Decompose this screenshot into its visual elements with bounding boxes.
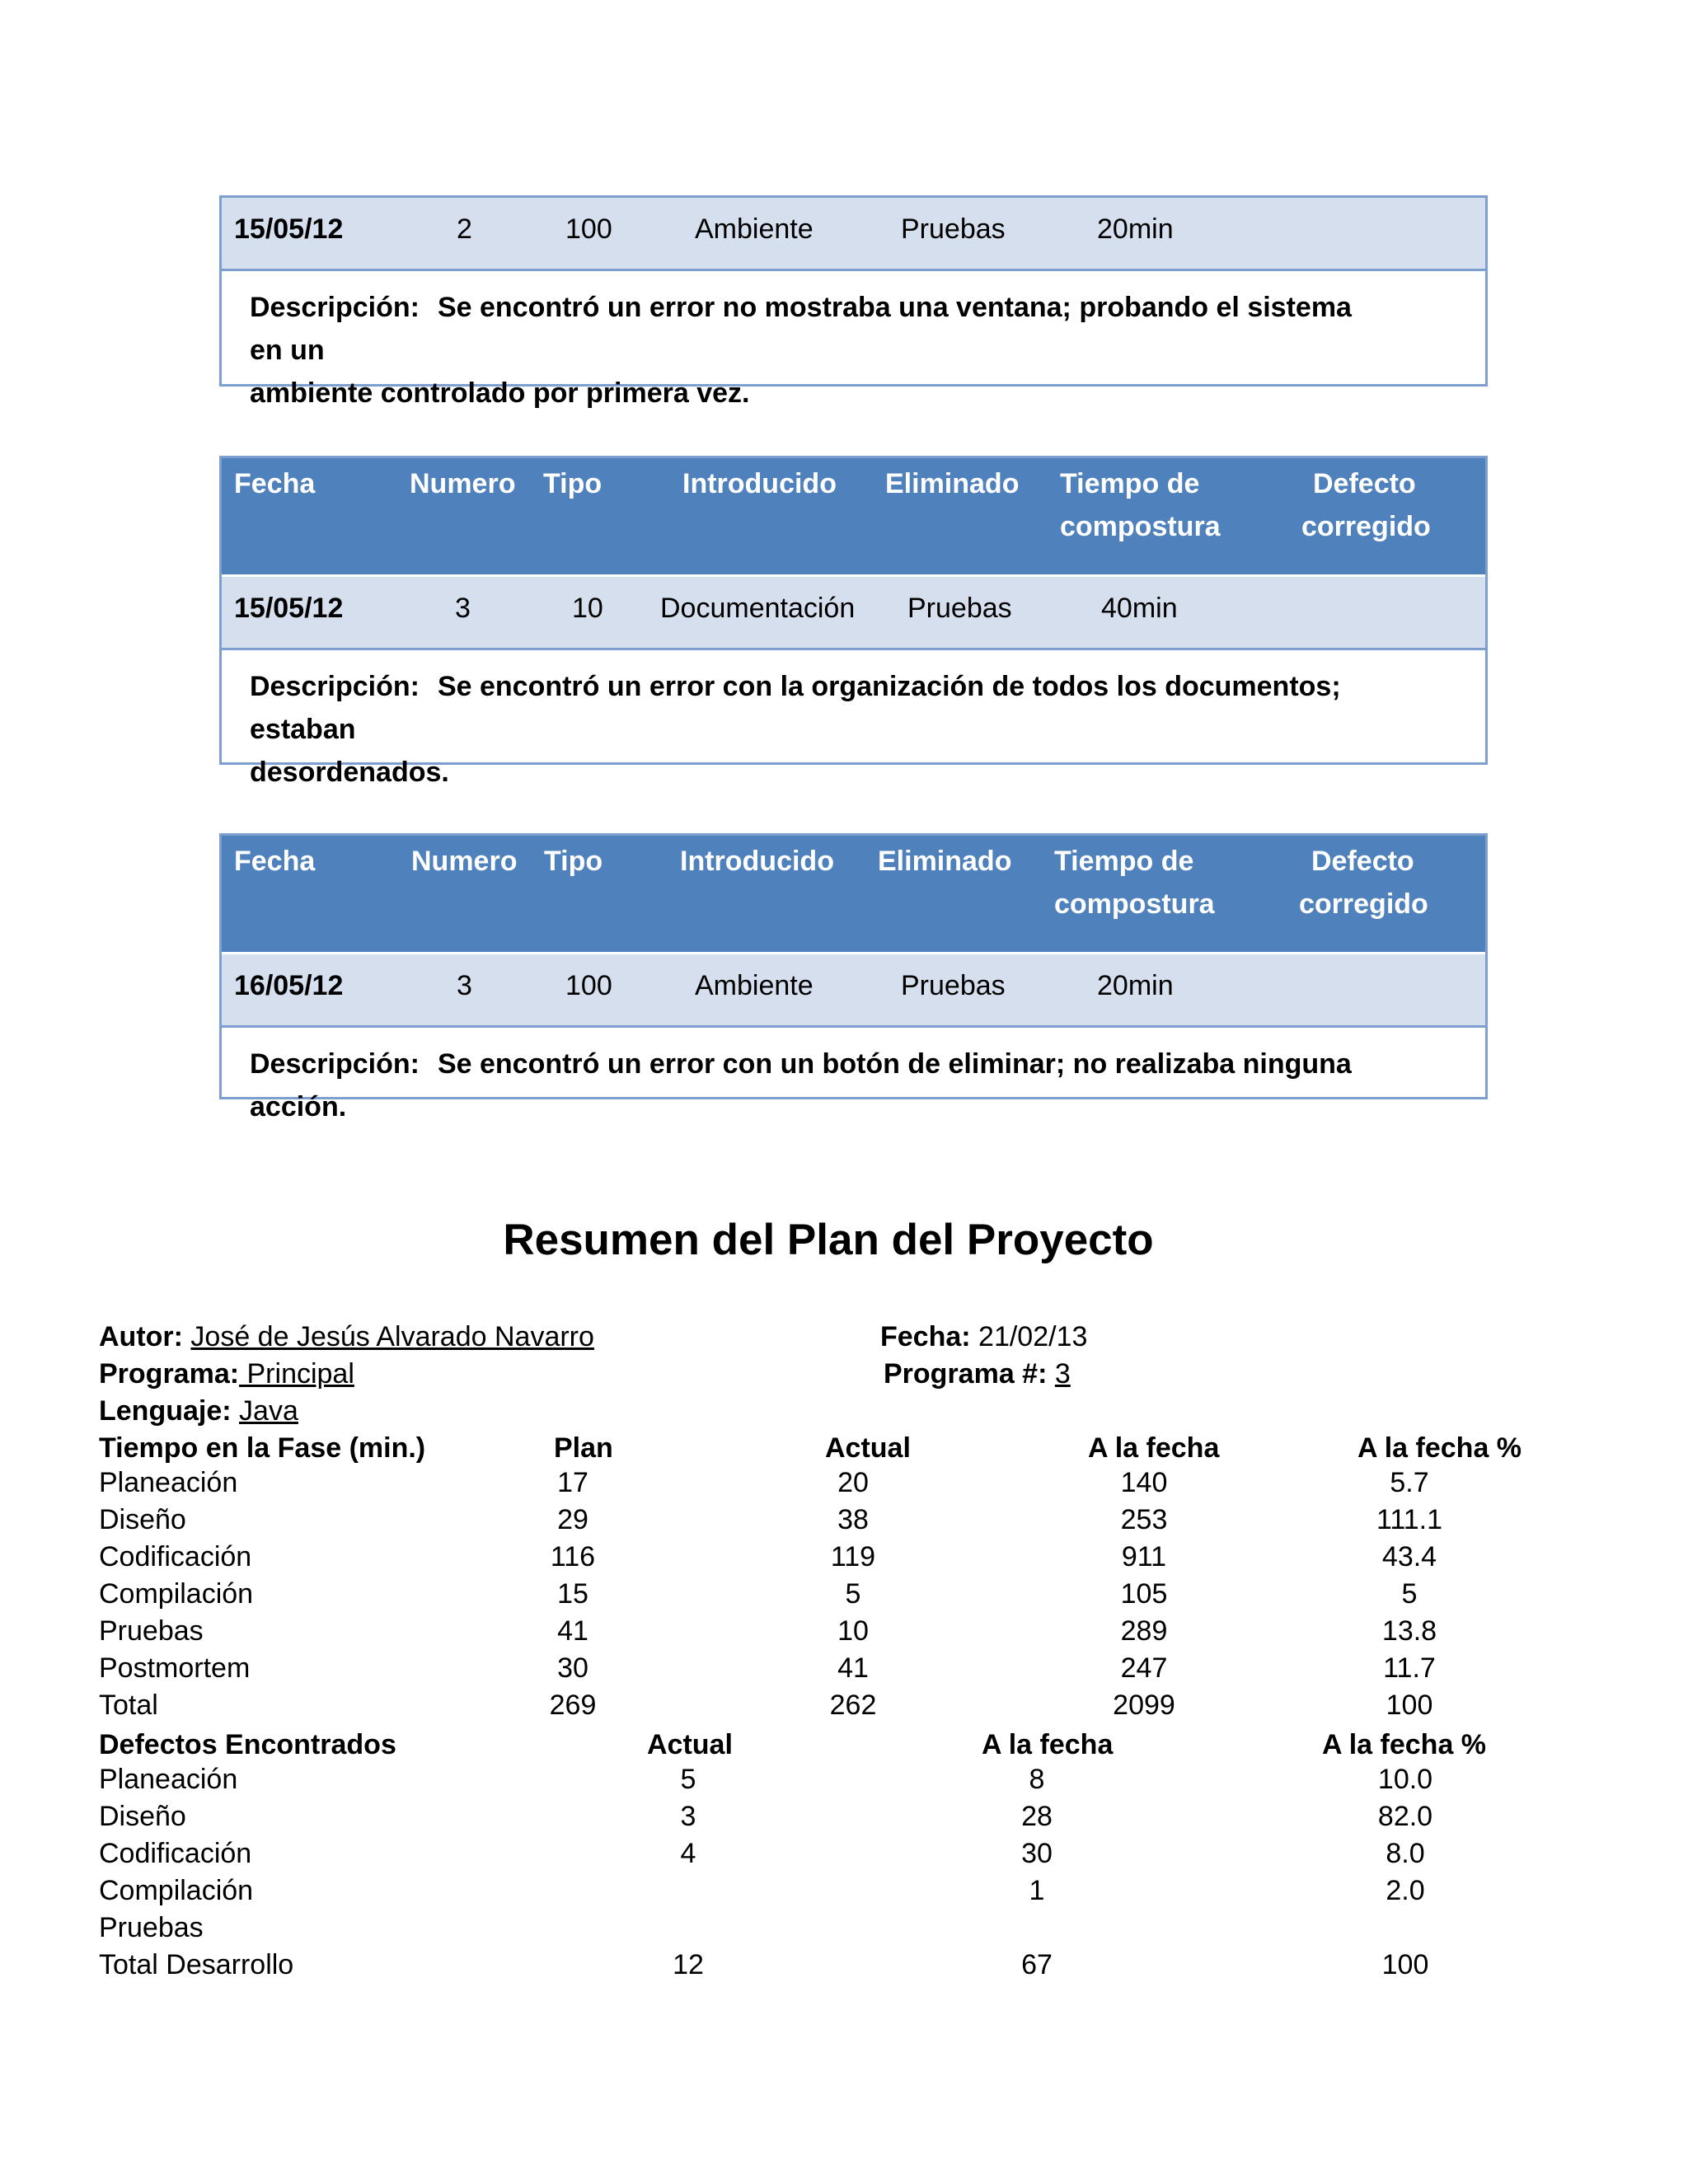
lenguaje-line xyxy=(99,1393,298,1430)
cell-tipo: 10 xyxy=(572,593,603,624)
time-row-pct: 5 xyxy=(1401,1578,1418,1610)
defect-description xyxy=(222,271,1485,409)
cell-fecha: 15/05/12 xyxy=(234,593,344,624)
defect-row xyxy=(222,577,1485,650)
defect-row-pct: 82.0 xyxy=(1377,1801,1433,1832)
time-row-actual: 38 xyxy=(837,1504,869,1535)
time-row-fecha: 289 xyxy=(1120,1615,1168,1647)
fecha-value: 21/02/13 xyxy=(978,1321,1088,1352)
autor-value: José de Jesús Alvarado Navarro xyxy=(190,1321,594,1352)
header-defecto-1: Defecto xyxy=(1311,846,1414,877)
time-row-fecha: 140 xyxy=(1120,1467,1168,1498)
lenguaje-value: Java xyxy=(239,1395,298,1427)
time-row-fecha: 105 xyxy=(1120,1578,1168,1610)
time-header-pct: A la fecha % xyxy=(1357,1432,1522,1464)
defect-row-fecha: 67 xyxy=(1021,1949,1053,1980)
defect-row-actual: 3 xyxy=(680,1801,696,1832)
defect-table-2 xyxy=(219,456,1488,788)
programa-num-line xyxy=(884,1356,1071,1393)
defect-row-phase: Compilación xyxy=(99,1875,254,1906)
defect-row-fecha: 8 xyxy=(1029,1764,1045,1795)
header-defecto-2: corregido xyxy=(1299,888,1428,920)
defect-row-phase: Planeación xyxy=(99,1764,238,1795)
defect-table-header xyxy=(222,836,1485,954)
defect-row-fecha: 28 xyxy=(1021,1801,1053,1832)
header-tiempo-2: compostura xyxy=(1060,511,1221,542)
defect-row-actual: 4 xyxy=(680,1838,696,1869)
time-header-actual: Actual xyxy=(825,1432,911,1464)
defect-row-actual: 12 xyxy=(673,1949,704,1980)
description-label: Descripción: xyxy=(250,292,420,323)
defect-row-pct: 100 xyxy=(1381,1949,1429,1980)
time-row-phase: Compilación xyxy=(99,1578,254,1610)
time-row-fecha: 911 xyxy=(1121,1541,1167,1572)
cell-tiempo: 20min xyxy=(1097,970,1174,1001)
defect-row-pct: 8.0 xyxy=(1386,1838,1425,1869)
header-tipo: Tipo xyxy=(543,468,603,499)
header-tiempo-1: Tiempo de xyxy=(1054,846,1194,877)
header-fecha: Fecha xyxy=(234,468,316,499)
time-row-actual: 10 xyxy=(837,1615,869,1647)
time-row-actual: 119 xyxy=(830,1541,876,1572)
time-row-plan: 30 xyxy=(557,1652,588,1684)
cell-introducido: Ambiente xyxy=(695,213,814,245)
cell-introducido: Ambiente xyxy=(695,970,814,1001)
defect-table-header-label: Defectos Encontrados xyxy=(99,1729,396,1760)
time-row-phase: Total xyxy=(99,1690,158,1721)
time-row-plan: 15 xyxy=(557,1578,588,1610)
autor-label: Autor: xyxy=(99,1321,183,1352)
cell-tipo: 100 xyxy=(565,970,612,1001)
header-defecto-1: Defecto xyxy=(1313,468,1416,499)
defect-row-phase: Total Desarrollo xyxy=(99,1949,294,1980)
defect-table-1 xyxy=(219,195,1488,409)
time-row-fecha: 253 xyxy=(1120,1504,1168,1535)
defect-row xyxy=(222,954,1485,1028)
defect-table-3 xyxy=(219,833,1488,1122)
time-row-phase: Pruebas xyxy=(99,1615,204,1647)
defect-row-fecha: 1 xyxy=(1029,1875,1045,1906)
time-row-phase: Diseño xyxy=(99,1504,186,1535)
time-row-phase: Planeación xyxy=(99,1467,238,1498)
header-fecha: Fecha xyxy=(234,846,316,877)
header-numero: Numero xyxy=(410,468,516,499)
fecha-line xyxy=(880,1319,1087,1356)
time-row-actual: 41 xyxy=(837,1652,869,1684)
time-row-plan: 41 xyxy=(557,1615,588,1647)
time-row-pct: 43.4 xyxy=(1381,1541,1437,1572)
cell-tiempo: 20min xyxy=(1097,213,1174,245)
defect-row-actual: 5 xyxy=(680,1764,696,1795)
defect-row-fecha: 30 xyxy=(1021,1838,1053,1869)
description-label: Descripción: xyxy=(250,1048,420,1080)
defect-header-fecha: A la fecha xyxy=(982,1729,1114,1760)
autor-line xyxy=(99,1319,594,1356)
time-row-plan: 17 xyxy=(557,1467,588,1498)
time-row-actual: 20 xyxy=(837,1467,869,1498)
defect-row xyxy=(222,198,1485,271)
cell-tiempo: 40min xyxy=(1101,593,1178,624)
time-row-pct: 5.7 xyxy=(1390,1467,1429,1498)
time-row-fecha: 247 xyxy=(1120,1652,1168,1684)
cell-fecha: 16/05/12 xyxy=(234,970,344,1001)
header-defecto-2: corregido xyxy=(1301,511,1431,542)
time-table-header-label: Tiempo en la Fase (min.) xyxy=(99,1432,426,1464)
programa-label: Programa: xyxy=(99,1358,240,1390)
time-header-plan: Plan xyxy=(554,1432,613,1464)
programa-num-label: Programa #: xyxy=(884,1358,1048,1390)
time-row-plan: 269 xyxy=(549,1690,597,1721)
description-line-2: ambiente controlado por primera vez. xyxy=(250,377,750,409)
description-label: Descripción: xyxy=(250,671,420,702)
defect-table-header xyxy=(222,458,1485,577)
defect-row-phase: Codificación xyxy=(99,1838,252,1869)
description-line-1: Se encontró un error no mostraba una ventana; probando el sistema en un xyxy=(250,292,1352,366)
cell-numero: 3 xyxy=(455,593,471,624)
header-eliminado: Eliminado xyxy=(885,468,1020,499)
page-title: Resumen del Plan del Proyecto xyxy=(503,1216,1154,1264)
programa-line xyxy=(99,1356,354,1393)
defect-description xyxy=(222,1028,1485,1122)
programa-value: Principal xyxy=(239,1358,354,1390)
defect-header-pct: A la fecha % xyxy=(1322,1729,1487,1760)
time-row-pct: 13.8 xyxy=(1381,1615,1437,1647)
fecha-label: Fecha: xyxy=(880,1321,971,1352)
defect-row-pct: 10.0 xyxy=(1377,1764,1433,1795)
defect-header-actual: Actual xyxy=(647,1729,733,1760)
time-row-plan: 116 xyxy=(550,1541,596,1572)
header-numero: Numero xyxy=(411,846,518,877)
cell-numero: 2 xyxy=(457,213,472,245)
header-tiempo-2: compostura xyxy=(1054,888,1215,920)
defect-row-phase: Diseño xyxy=(99,1801,186,1832)
defect-description xyxy=(222,650,1485,788)
defect-row-phase: Pruebas xyxy=(99,1912,204,1943)
header-tiempo-1: Tiempo de xyxy=(1060,468,1200,499)
cell-eliminado: Pruebas xyxy=(907,593,1012,624)
time-row-pct: 11.7 xyxy=(1383,1652,1436,1684)
cell-introducido: Documentación xyxy=(660,593,856,624)
time-row-actual: 5 xyxy=(845,1578,861,1610)
cell-fecha: 15/05/12 xyxy=(234,213,344,245)
description-line-1: Se encontró un error con un botón de eliminar; no realizaba ninguna acción. xyxy=(250,1048,1352,1122)
cell-tipo: 100 xyxy=(565,213,612,245)
programa-num-value: 3 xyxy=(1054,1358,1071,1390)
time-row-pct: 100 xyxy=(1386,1690,1433,1721)
header-introducido: Introducido xyxy=(680,846,834,877)
lenguaje-label: Lenguaje: xyxy=(99,1395,232,1427)
header-introducido: Introducido xyxy=(682,468,837,499)
cell-eliminado: Pruebas xyxy=(901,970,1006,1001)
time-row-pct: 111.1 xyxy=(1376,1504,1443,1535)
description-line-2: desordenados. xyxy=(250,757,449,788)
cell-numero: 3 xyxy=(457,970,472,1001)
time-header-fecha: A la fecha xyxy=(1088,1432,1220,1464)
time-row-phase: Postmortem xyxy=(99,1652,251,1684)
defect-row-pct: 2.0 xyxy=(1386,1875,1425,1906)
time-row-fecha: 2099 xyxy=(1113,1690,1175,1721)
description-line-1: Se encontró un error con la organización de todos los documentos; estaban xyxy=(250,671,1341,745)
time-row-plan: 29 xyxy=(557,1504,588,1535)
time-row-actual: 262 xyxy=(829,1690,877,1721)
cell-eliminado: Pruebas xyxy=(901,213,1006,245)
header-tipo: Tipo xyxy=(544,846,603,877)
header-eliminado: Eliminado xyxy=(878,846,1012,877)
time-row-phase: Codificación xyxy=(99,1541,252,1572)
